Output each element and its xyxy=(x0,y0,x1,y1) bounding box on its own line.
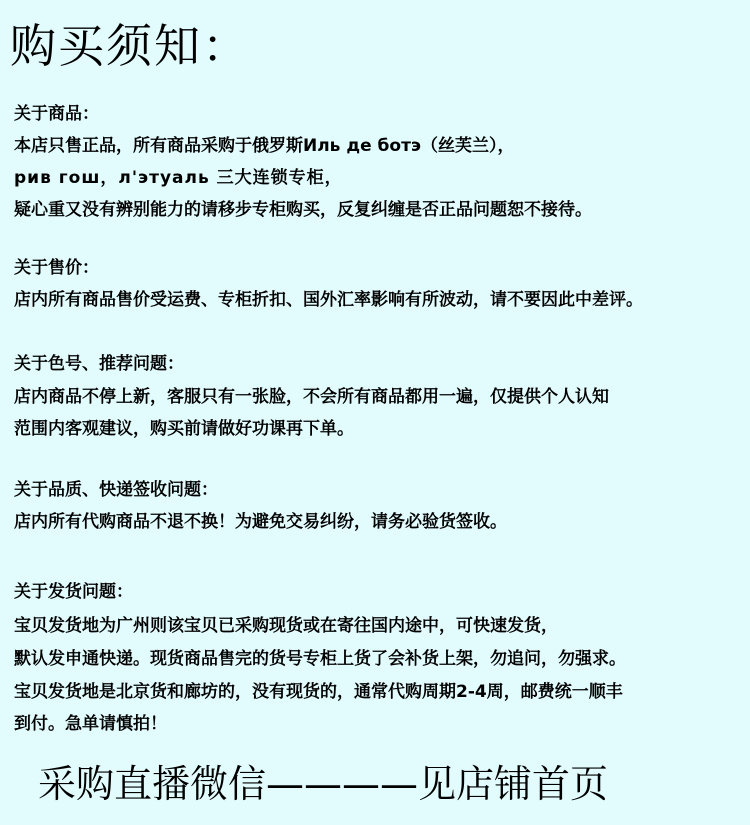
products-text-line-1: 本店只售正品，所有商品采购于俄罗斯Иль де ботэ（丝芙兰）， xyxy=(14,136,515,156)
shade-text-line-2: 范围内客观建议，购买前请做好功课再下单。 xyxy=(14,419,354,439)
shipping-text-line-3: 宝贝发货地是北京货和廊坊的，没有现货的，通常代购周期2-4周，邮费统一顺丰 xyxy=(14,682,623,702)
section-heading-shipping: 关于发货问题： xyxy=(14,582,133,602)
shipping-text-line-1: 宝贝发货地为广州则该宝贝已采购现货或在寄往国内途中，可快速发货， xyxy=(14,616,558,636)
section-heading-products: 关于商品： xyxy=(14,104,99,124)
shade-text-line-1: 店内商品不停上新，客服只有一张脸，不会所有商品都用一遍，仅提供个人认知 xyxy=(14,387,609,407)
page-title: 购买须知： xyxy=(10,19,250,73)
section-heading-quality-delivery: 关于品质、快递签收问题： xyxy=(14,480,218,500)
quality-text-line-1: 店内所有代购商品不退不换！为避免交易纠纷，请务必验货签收。 xyxy=(14,512,507,532)
products-text-line-2: рив гош，л'этуаль 三大连锁专柜， xyxy=(14,168,343,188)
footer-wechat-note: 采购直播微信————见店铺首页 xyxy=(38,762,609,806)
section-heading-shade-recommendation: 关于色号、推荐问题： xyxy=(14,354,184,374)
products-text-line-3: 疑心重又没有辨别能力的请移步专柜购买，反复纠缠是否正品问题恕不接待。 xyxy=(14,200,592,220)
price-text-line-1: 店内所有商品售价受运费、专柜折扣、国外汇率影响有所波动，请不要因此中差评。 xyxy=(14,290,643,310)
section-heading-price: 关于售价： xyxy=(14,258,99,278)
shipping-text-line-2: 默认发申通快递。现货商品售完的货号专柜上货了会补货上架，勿追问，勿强求。 xyxy=(14,649,626,669)
shipping-text-line-4: 到付。急单请慎拍！ xyxy=(14,714,167,734)
